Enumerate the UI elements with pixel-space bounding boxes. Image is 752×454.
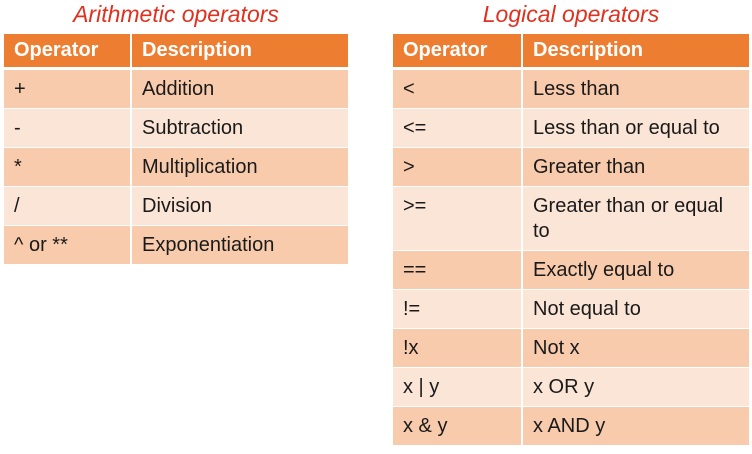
description-cell: Subtraction bbox=[130, 109, 348, 148]
table-row bbox=[393, 148, 749, 187]
table-row bbox=[393, 70, 749, 109]
description-cell: Not x bbox=[521, 329, 749, 368]
operator-cell: < bbox=[393, 70, 521, 109]
operator-cell: + bbox=[4, 70, 130, 109]
description-cell: Multiplication bbox=[130, 148, 348, 187]
description-cell: Division bbox=[130, 187, 348, 226]
description-cell: Greater than or equal to bbox=[521, 187, 749, 251]
arithmetic-operators-title: Arithmetic operators bbox=[73, 1, 279, 27]
description-cell: Exponentiation bbox=[130, 226, 348, 265]
logical-operators-title: Logical operators bbox=[482, 1, 660, 27]
table-row bbox=[4, 226, 348, 265]
operator-cell: > bbox=[393, 148, 521, 187]
description-cell: Addition bbox=[130, 70, 348, 109]
column-header-description: Description bbox=[130, 34, 348, 70]
arithmetic-operators-table bbox=[4, 34, 348, 265]
table-row bbox=[4, 148, 348, 187]
description-cell: Exactly equal to bbox=[521, 251, 749, 290]
description-cell: Less than bbox=[521, 70, 749, 109]
description-cell: Less than or equal to bbox=[521, 109, 749, 148]
table-row bbox=[393, 329, 749, 368]
description-cell: Not equal to bbox=[521, 290, 749, 329]
operator-cell: == bbox=[393, 251, 521, 290]
table-row bbox=[4, 187, 348, 226]
operator-cell: !x bbox=[393, 329, 521, 368]
operator-cell: x & y bbox=[393, 407, 521, 446]
description-cell: x OR y bbox=[521, 368, 749, 407]
column-header-operator: Operator bbox=[4, 34, 130, 70]
table-row bbox=[393, 368, 749, 407]
table-row bbox=[4, 109, 348, 148]
column-header-description: Description bbox=[521, 34, 749, 70]
table-row bbox=[393, 109, 749, 148]
operator-cell: != bbox=[393, 290, 521, 329]
table-header-row bbox=[393, 34, 749, 70]
operator-cell: <= bbox=[393, 109, 521, 148]
table-header-row bbox=[4, 34, 348, 70]
table-row bbox=[393, 407, 749, 446]
operator-cell: >= bbox=[393, 187, 521, 251]
table-row bbox=[393, 251, 749, 290]
logical-operators-table bbox=[393, 34, 749, 446]
operator-cell: x | y bbox=[393, 368, 521, 407]
table-row bbox=[4, 70, 348, 109]
operator-cell: * bbox=[4, 148, 130, 187]
description-cell: x AND y bbox=[521, 407, 749, 446]
operator-cell: ^ or ** bbox=[4, 226, 130, 265]
table-row bbox=[393, 187, 749, 251]
table-row bbox=[393, 290, 749, 329]
operator-cell: / bbox=[4, 187, 130, 226]
column-header-operator: Operator bbox=[393, 34, 521, 70]
operator-cell: - bbox=[4, 109, 130, 148]
description-cell: Greater than bbox=[521, 148, 749, 187]
